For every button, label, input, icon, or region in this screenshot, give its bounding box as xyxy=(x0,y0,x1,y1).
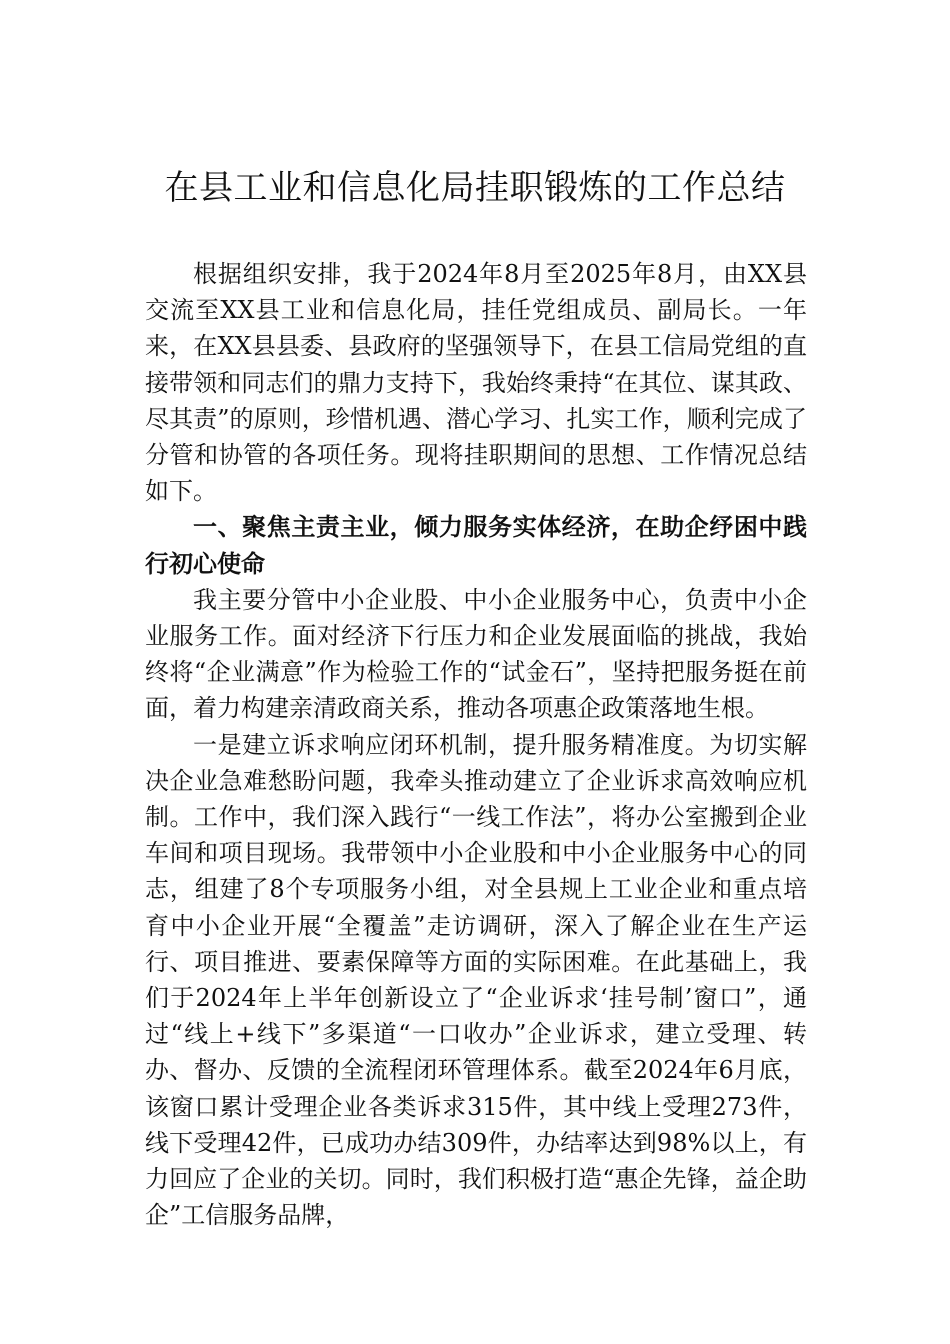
paragraph-section-1-overview: 我主要分管中小企业股、中小企业服务中心，负责中小企业服务工作。面对经济下行压力和企业发展面临的挑战，我始终将“企业满意”作为检验工作的“试金石”，坚持把服务挺在前面，着力构建亲清政商关系，推动各项惠企政策落地生根。 xyxy=(145,585,807,723)
section-heading-1: 一、聚焦主责主业，倾力服务实体经济，在助企纾困中践行初心使命 xyxy=(145,513,807,578)
paragraph-section-1-point-1: 一是建立诉求响应闭环机制，提升服务精准度。为切实解决企业急难愁盼问题，我牵头推动建立了企业诉求高效响应机制。工作中，我们深入践行“一线工作法”，将办公室搬到企业车间和项目现场。我带领中小企业股和中小企业服务中心的同志，组建了8个专项服务小组，对全县规上工业企业和重点培育中小企业开展“全覆盖”走访调研，深入了解企业在生产运行、项目推进、要素保障等方面的实际困难。在此基础上，我们于2024年上半年创新设立了“企业诉求‘挂号制’窗口”，通过“线上+线下”多渠道“一口收办”企业诉求，建立受理、转办、督办、反馈的全流程闭环管理体系。截至2024年6月底，该窗口累计受理企业各类诉求315件，其中线上受理273件，线下受理42件，已成功办结309件，办结率达到98%以上，有力回应了企业的关切。同时，我们积极打造“惠企先锋，益企助企”工信服务品牌， xyxy=(145,730,807,1230)
document-title: 在县工业和信息化局挂职锻炼的工作总结 xyxy=(164,168,786,208)
paragraph-intro: 根据组织安排，我于2024年8月至2025年8月，由XX县交流至XX县工业和信息化局，挂任党组成员、副局长。一年来，在XX县县委、县政府的坚强领导下，在县工信局党组的直接带领和同志们的鼎力支持下，我始终秉持“在其位、谋其政、尽其责”的原则，珍惜机遇、潜心学习、扎实工作，顺利完成了分管和协管的各项任务。现将挂职期间的思想、工作情况总结如下。 xyxy=(145,260,807,506)
document-body xyxy=(145,256,807,1233)
